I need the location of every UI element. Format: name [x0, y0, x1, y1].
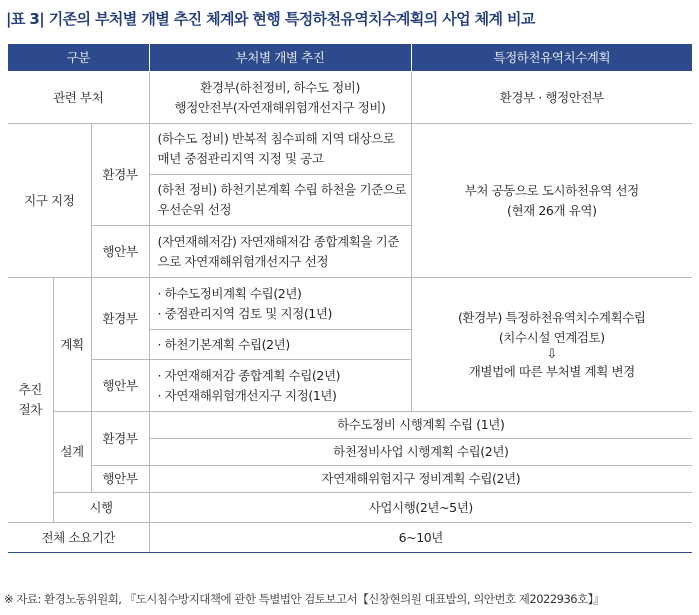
zone-env-item1: (하수도 정비) 반복적 침수피해 지역 대상으로 매년 중점관리지역 지정 및 공고 — [149, 124, 411, 175]
plan-label: 계획 — [53, 278, 91, 412]
header-row — [8, 44, 692, 72]
design-mois-row: 자연재해위험지구 정비계획 수립(2년) — [149, 466, 692, 493]
procedure-label-line2: 절차 — [18, 402, 42, 417]
zone-mois-label: 행안부 — [91, 226, 149, 278]
down-arrow-icon: ⇩ — [546, 346, 558, 362]
plan-mois-item — [149, 360, 411, 412]
plan-mois-item-line1: · 자연재해저감 종합계획 수립(2년) — [157, 367, 341, 383]
plan-mois-label: 행안부 — [91, 360, 149, 412]
table-row-execution — [8, 493, 692, 523]
zone-mois-item1: (자연재해저감) 자연재해저감 종합계획을 기준으로 자연재해위험개선지구 선정 — [149, 226, 411, 278]
row-label-procedure — [8, 278, 53, 523]
design-env-label: 환경부 — [91, 412, 149, 466]
total-label: 전체 소요기간 — [8, 523, 149, 553]
execution-label: 시행 — [53, 493, 149, 523]
header-individual: 부처별 개별 추진 — [149, 44, 411, 72]
table-row-zone-env1 — [8, 124, 692, 175]
plan-integrated — [411, 278, 692, 412]
row-label-related: 관련 부처 — [8, 72, 149, 124]
comparison-table — [8, 44, 692, 553]
related-integrated: 환경부 · 행정안전부 — [411, 72, 692, 124]
zone-env-item2: (하천 정비) 하천기본계획 수립 하천을 기준으로 우선순위 선정 — [149, 175, 411, 226]
plan-env-item1-line1: · 하수도정비계획 수립(2년) — [157, 285, 302, 301]
procedure-label-line1: 추진 — [18, 382, 42, 397]
table-row-design-mois — [8, 466, 692, 493]
header-category: 구분 — [8, 44, 149, 72]
row-label-zone: 지구 지정 — [8, 124, 91, 278]
source-note: ※ 자료: 환경노동위원회, 『도시침수방지대책에 관한 특별법안 검토보고서【신창현의원 대표발의, 의안번호 제2022936호】』 — [4, 592, 604, 606]
plan-integrated-line2: (치수시설 연계검토) — [498, 329, 605, 345]
design-env-row1: 하수도정비 시행계획 수립 (1년) — [149, 412, 692, 439]
zone-integrated-line1: 부처 공동으로 도시하천유역 선정 — [464, 182, 639, 198]
table-title: |표 3| 기존의 부처별 개별 추진 체계와 현행 특정하천유역치수계획의 사업 체계 비교 — [6, 10, 535, 28]
design-mois-label: 행안부 — [91, 466, 149, 493]
table-row-related — [8, 72, 692, 124]
zone-env-label: 환경부 — [91, 124, 149, 226]
execution-value: 사업시행(2년~5년) — [149, 493, 692, 523]
plan-env-label: 환경부 — [91, 278, 149, 360]
related-individual-line1: 환경부(하천정비, 하수도 정비) — [200, 79, 360, 95]
zone-integrated-line2: (현재 26개 유역) — [506, 202, 597, 218]
table-row-design-env1 — [8, 412, 692, 439]
related-individual-line2: 행정안전부(자연재해위험개선지구 정비) — [174, 99, 386, 115]
zone-integrated — [411, 124, 692, 278]
plan-mois-item-line2: · 자연재해위험개선지구 지정(1년) — [157, 387, 337, 403]
table-row-plan-env1 — [8, 278, 692, 330]
design-env-row2: 하천정비사업 시행계획 수립(2년) — [149, 439, 692, 466]
plan-integrated-line1: (환경부) 특정하천유역치수계획수립 — [457, 309, 646, 325]
header-integrated: 특정하천유역치수계획 — [411, 44, 692, 72]
related-individual — [149, 72, 411, 124]
table-row-total — [8, 523, 692, 553]
plan-integrated-line3: 개별법에 따른 부처별 계획 변경 — [468, 363, 635, 379]
total-value: 6~10년 — [149, 523, 692, 553]
plan-env-item1-line2: · 중점관리지역 검토 및 지정(1년) — [157, 305, 333, 321]
plan-env-item2: · 하천기본계획 수립(2년) — [149, 330, 411, 360]
design-label: 설계 — [53, 412, 91, 493]
plan-env-item1 — [149, 278, 411, 330]
